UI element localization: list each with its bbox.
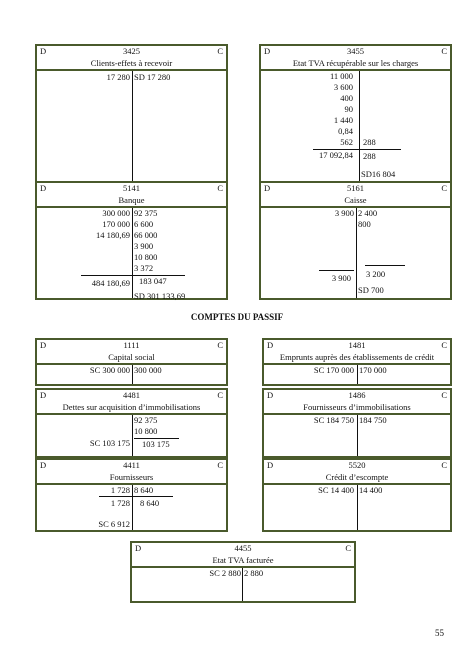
- debit-entry: 1 440: [333, 115, 353, 125]
- account-4411: [35, 458, 228, 532]
- t-divider: [132, 365, 133, 384]
- account-4455: [130, 541, 356, 603]
- debit-entry: 1 728: [110, 485, 130, 495]
- account-title: Dettes sur acquisition d’immobilisations: [37, 401, 226, 415]
- credit-balance: SC 170 000: [313, 365, 354, 375]
- account-title: Caisse: [261, 194, 450, 208]
- debit-entry: 90: [344, 104, 353, 114]
- t-divider: [359, 71, 360, 182]
- credit-balance: SC 2 880: [209, 568, 241, 578]
- account-1481: [262, 338, 452, 386]
- account-5520: [262, 458, 452, 532]
- credit-entry: 14 400: [359, 485, 383, 495]
- debit-label: D: [40, 460, 47, 470]
- account-3455: [259, 44, 452, 184]
- account-number: 1111: [123, 340, 140, 350]
- credit-label: C: [217, 46, 223, 56]
- debit-total: 484 180,69: [91, 278, 130, 288]
- account-title: Clients-effets à recevoir: [37, 57, 226, 71]
- credit-balance: SC 184 750: [313, 415, 354, 425]
- t-divider: [356, 208, 357, 298]
- credit-total: 3 200: [366, 269, 386, 279]
- credit-entry: 10 800: [134, 252, 158, 262]
- debit-label: D: [267, 390, 274, 400]
- t-divider: [242, 568, 243, 601]
- t-divider: [132, 208, 133, 298]
- debit-balance: SD 700: [358, 285, 384, 295]
- debit-entry: 17 280: [106, 72, 130, 82]
- debit-entry: 3 900: [334, 208, 354, 218]
- account-1111: [35, 338, 228, 386]
- debit-label: D: [264, 183, 271, 193]
- credit-label: C: [217, 460, 223, 470]
- credit-entry: 3 900: [134, 241, 154, 251]
- account-title: Crédit d’escompte: [264, 471, 450, 485]
- debit-total: 3 900: [331, 273, 351, 283]
- credit-entry: SD 17 280: [134, 72, 171, 82]
- t-divider: [132, 71, 133, 182]
- credit-balance: SC 14 400: [318, 485, 354, 495]
- credit-label: C: [441, 460, 447, 470]
- debit-entry: 14 180,69: [96, 230, 130, 240]
- credit-total: 288: [363, 151, 376, 161]
- account-number: 1486: [348, 390, 366, 400]
- credit-entry: 2 400: [358, 208, 378, 218]
- debit-entry: 400: [340, 93, 353, 103]
- account-title: Etat TVA facturée: [132, 554, 354, 568]
- credit-label: C: [345, 543, 351, 553]
- debit-label: D: [267, 460, 274, 470]
- debit-entry: 562: [340, 137, 353, 147]
- credit-entry: 3 372: [134, 263, 154, 273]
- credit-balance: SC 6 912: [98, 519, 130, 529]
- credit-entry: 800: [358, 219, 371, 229]
- debit-entry: 11 000: [329, 71, 353, 81]
- account-number: 1481: [348, 340, 366, 350]
- credit-entry: 92 375: [134, 208, 158, 218]
- credit-entry: 170 000: [359, 365, 387, 375]
- debit-entry: 170 000: [102, 219, 130, 229]
- debit-label: D: [40, 390, 47, 400]
- debit-label: D: [267, 340, 274, 350]
- credit-entry: 288: [363, 137, 376, 147]
- account-number: 4481: [123, 390, 140, 400]
- credit-entry: 92 375: [134, 415, 158, 425]
- account-number: 3425: [123, 46, 140, 56]
- credit-label: C: [441, 46, 447, 56]
- credit-entry: 184 750: [359, 415, 387, 425]
- credit-label: C: [217, 390, 223, 400]
- account-number: 5520: [348, 460, 366, 470]
- credit-label: C: [441, 183, 447, 193]
- debit-entry: 300 000: [102, 208, 130, 218]
- total-line: [81, 275, 185, 276]
- account-number: 5161: [347, 183, 364, 193]
- total-line: [365, 265, 405, 266]
- credit-entry: 66 000: [134, 230, 158, 240]
- account-1486: [262, 388, 452, 458]
- debit-entry: 0,84: [338, 126, 353, 136]
- debit-label: D: [264, 46, 271, 56]
- debit-label: D: [40, 183, 47, 193]
- credit-label: C: [441, 390, 447, 400]
- credit-entry: 2 880: [244, 568, 264, 578]
- debit-balance: SD 301 133,69: [134, 291, 186, 301]
- credit-label: C: [217, 340, 223, 350]
- account-number: 4411: [123, 460, 140, 470]
- credit-total: 183 047: [139, 276, 167, 286]
- account-3425: [35, 44, 228, 184]
- account-5141: [35, 181, 228, 300]
- section-title: COMPTES DU PASSIF: [190, 312, 284, 322]
- debit-balance: SD16 804: [361, 169, 396, 179]
- t-divider: [357, 415, 358, 456]
- account-title: Capital social: [37, 351, 226, 365]
- total-line: [99, 496, 173, 497]
- credit-label: C: [441, 340, 447, 350]
- account-number: 3455: [347, 46, 364, 56]
- debit-total: 1 728: [110, 498, 130, 508]
- account-number: 4455: [234, 543, 252, 553]
- credit-entry: 6 600: [134, 219, 154, 229]
- credit-balance: SC 103 175: [89, 438, 130, 448]
- debit-label: D: [40, 46, 47, 56]
- account-title: Emprunts auprès des établissements de crédit: [264, 351, 450, 365]
- total-line: [319, 270, 354, 271]
- debit-label: D: [135, 543, 142, 553]
- credit-label: C: [217, 183, 223, 193]
- account-5161: [259, 181, 452, 300]
- credit-entry: 10 800: [134, 426, 158, 436]
- credit-total: 8 640: [140, 498, 160, 508]
- credit-entry: 8 640: [134, 485, 154, 495]
- account-number: 5141: [123, 183, 140, 193]
- debit-entry: 3 600: [333, 82, 353, 92]
- account-4481: [35, 388, 228, 458]
- account-title: Fournisseurs d’immobilisations: [264, 401, 450, 415]
- credit-entry: 300 000: [134, 365, 162, 375]
- debit-label: D: [40, 340, 47, 350]
- credit-balance: SC 300 000: [89, 365, 130, 375]
- t-divider: [132, 485, 133, 530]
- account-title: Etat TVA récupérable sur les charges: [261, 57, 450, 71]
- t-divider: [132, 415, 133, 456]
- t-divider: [357, 365, 358, 384]
- account-title: Fournisseurs: [37, 471, 226, 485]
- debit-total: 17 092,84: [319, 150, 353, 160]
- page-number: 55: [435, 628, 444, 638]
- account-title: Banque: [37, 194, 226, 208]
- t-divider: [357, 485, 358, 530]
- credit-total: 103 175: [142, 439, 170, 449]
